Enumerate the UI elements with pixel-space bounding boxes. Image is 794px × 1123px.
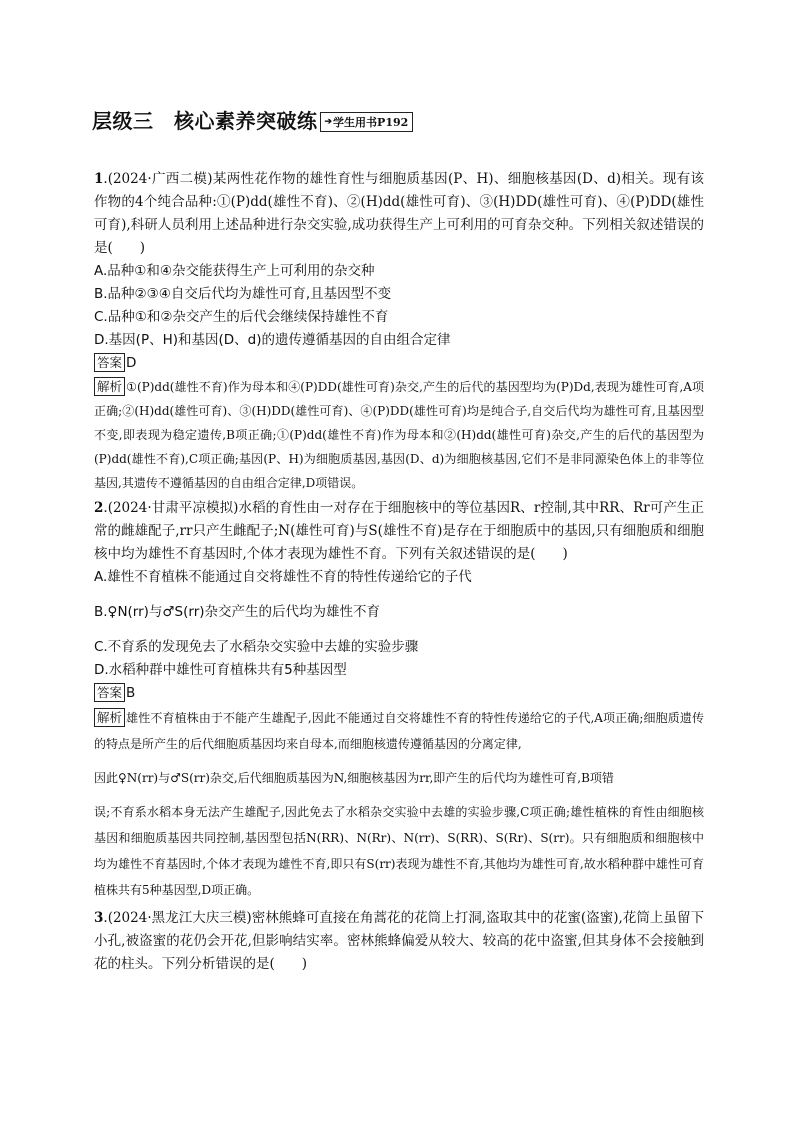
arrow-right-icon: ➔ [324, 117, 333, 127]
option-b: B.♀N(rr)与♂S(rr)杂交产生的后代均为雄性不育 [94, 604, 381, 620]
answer-value: D [126, 355, 137, 371]
option-d: D.水稻种群中雄性可育植株共有5种基因型 [94, 662, 347, 678]
question-2 [94, 497, 704, 566]
explanation-text-part-3: 误;不育系水稻本身无法产生雄配子,因此免去了水稻杂交实验中去雄的实验步骤,C项正确;雄性植株的育性由细胞核基因和细胞质基因共同控制,基因型包括N(RR)、N(Rr)、N(rr)、S(RR)、S(Rr)、S(rr)。只有细胞质和细胞核中均为雄性不育基因时,个体才表现为雄性不育,即只有S(rr)表现为雄性不育,其他均为雄性可育,故水稻种群中雄性可育植株共有5种基因型,D项正确。 [94, 805, 704, 897]
option-b: B.品种②③④自交后代均为雄性可育,且基因型不变 [94, 286, 392, 302]
section-heading [92, 104, 413, 134]
explanation [94, 705, 704, 903]
reference-label: 学生用书P192 [333, 116, 409, 129]
answer-tag: 答案 [94, 353, 125, 372]
question-number: 3 [94, 910, 104, 926]
explanation-text-part-2: 因此♀N(rr)与♂S(rr)杂交,后代细胞质基因为N,细胞核基因为rr,即产生的后代均为雄性可育,B项错 [94, 771, 614, 785]
question-number: 2 [94, 500, 104, 516]
option-d: D.基因(P、H)和基因(D、d)的遗传遵循基因的自由组合定律 [94, 332, 451, 348]
question-text: .(2024·广西二模)某两性花作物的雄性育性与细胞质基因(P、H)、细胞核基因(D、d)相关。现有该作物的4个纯合品种:①(P)dd(雄性不育)、②(H)dd(雄性可育)、③(H)DD(雄性可育)、④(P)DD(雄性可育),科研人员利用上述品种进行杂交实验,成功获得生产上可利用的可育杂交种。下列相关叙述错误的是( ) [94, 171, 704, 256]
explanation-tag: 解析 [94, 377, 125, 396]
question-3 [94, 907, 704, 976]
explanation [94, 375, 704, 495]
textbook-reference-badge[interactable] [320, 112, 414, 132]
explanation-tag: 解析 [94, 708, 125, 727]
question-number: 1 [94, 171, 104, 187]
section-title: 层级三 核心素养突破练 [92, 108, 318, 133]
question-text: .(2024·甘肃平凉模拟)水稻的育性由一对存在于细胞核中的等位基因R、r控制,其中RR、Rr可产生正常的雌雄配子,rr只产生雌配子;N(雄性可育)与S(雄性不育)是存在于细胞质中的基因,只有细胞质和细胞核中均为雄性不育基因时,个体才表现为雄性不育。下列有关叙述错误的是( ) [94, 500, 704, 562]
explanation-text: ①(P)dd(雄性不育)作为母本和④(P)DD(雄性可育)杂交,产生的后代的基因型均为(P)Dd,表现为雄性可育,A项正确;②(H)dd(雄性可育)、③(H)DD(雄性可育)、④(P)DD(雄性可育)均是纯合子,自交后代均为雄性可育,且基因型不变,即表现为稳定遗传,B项正确;①(P)dd(雄性不育)作为母本和②(H)dd(雄性可育)杂交,产生的后代的基因型为(P)dd(雄性不育),C项正确;基因(P、H)为细胞质基因,基因(D、d)为细胞核基因,它们不是非同源染色体上的非等位基因,其遗传不遵循基因的自由组合定律,D项错误。 [94, 380, 704, 490]
question-1 [94, 168, 704, 260]
questions-content [94, 168, 704, 976]
option-c: C.品种①和②杂交产生的后代会继续保持雄性不育 [94, 309, 389, 325]
answer-line [94, 682, 704, 705]
question-text: .(2024·黑龙江大庆三模)密林熊蜂可直接在角蒿花的花筒上打洞,盗取其中的花蜜(盗蜜),花筒上虽留下小孔,被盗蜜的花仍会开花,但影响结实率。密林熊蜂偏爱从较大、较高的花中盗蜜,但其身体不会接触到花的柱头。下列分析错误的是( ) [94, 910, 704, 972]
answer-value: B [126, 685, 136, 701]
explanation-text-part-1: 雄性不育植株由于不能产生雄配子,因此不能通过自交将雄性不育的特性传递给它的子代,A项正确;细胞质遗传的特点是所产生的后代细胞质基因均来自母本,而细胞核遗传遵循基因的分离定律, [94, 711, 704, 751]
option-a: A.雄性不育植株不能通过自交将雄性不育的特性传递给它的子代 [94, 569, 472, 585]
option-a: A.品种①和④杂交能获得生产上可利用的杂交种 [94, 263, 375, 279]
option-c: C.不育系的发现免去了水稻杂交实验中去雄的实验步骤 [94, 639, 419, 655]
answer-line [94, 352, 704, 375]
answer-tag: 答案 [94, 683, 125, 702]
